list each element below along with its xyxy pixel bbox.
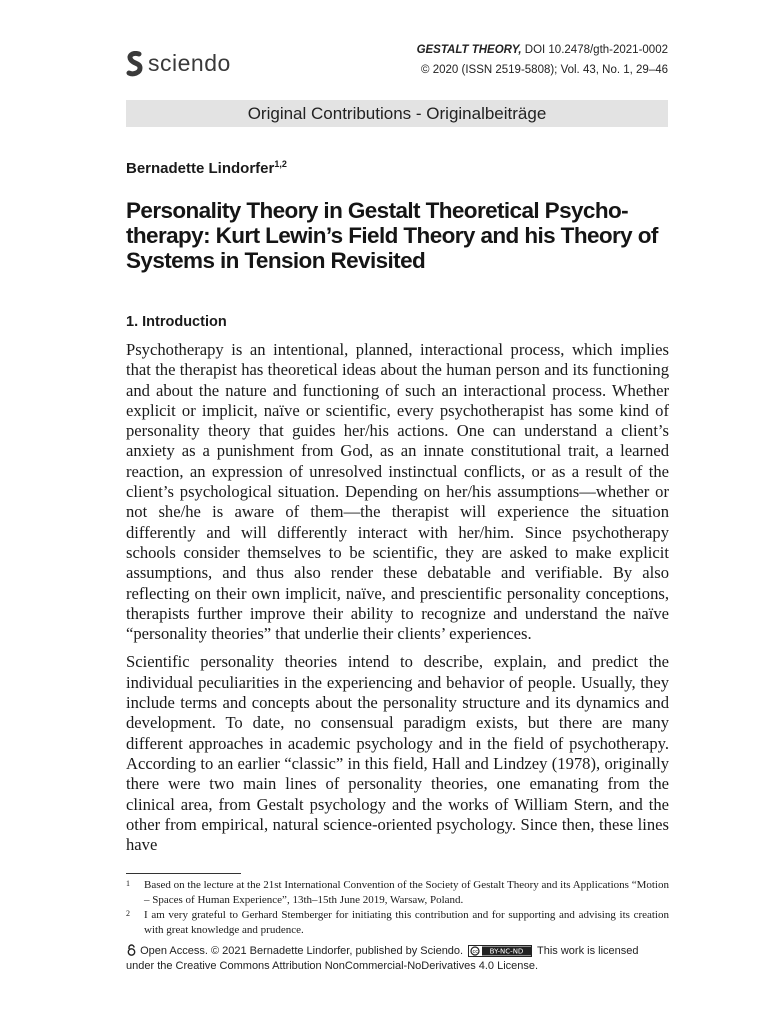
author-line <box>126 159 287 177</box>
license-notice <box>126 944 669 974</box>
footnote-divider <box>126 873 241 874</box>
journal-meta <box>417 40 668 80</box>
footnote-text: I am very grateful to Gerhard Stemberger for initiating this contribution and for supporting and advising its creation with great knowledge and prudence. <box>144 909 669 936</box>
paragraph-2: Scientific personality theories intend to describe, explain, and predict the individual peculiarities in the experiencing and behavior of people. Usually, they include terms and concepts about the personality structure and its dynamics and development. To date, no consensual paradigm exists, but there are many different approaches in academic psychology and in the field of psychotherapy. According to an earlier “classic” in this field, Hall and Lindzey (1978), originally there were two main lines of personality theories, one emanating from the clinical area, from Gestalt psychology and the works of William Stern, and the other from empirical, natural science-oriented psychology. Since then, these lines have <box>126 652 669 855</box>
paragraph-1: Psychotherapy is an intentional, planned, interactional process, which implies that the therapist has theoretical ideas about the human person and its functioning and about the nature and functioning of such an interactional process. Whether explicit or implicit, naïve or scientific, every psychotherapist has some kind of personality theory that guides her/his actions. One can understand a client’s anxiety as a punishment from God, as an innate constitutional trait, a learned reaction, an expression of unresolved instinctual conflicts, or as a result of the client’s psychological situation. Depending on her/his assumptions—whether or not she/he is aware of them—the therapist will experience the situation differently and will differently interact with her/him. Since psychotherapy schools consider themselves to be scientific, they are asked to make explicit assumptions, and thus also render these debatable and verifiable. By also reflecting on their own implicit, naïve, and prescientific personality conceptions, therapists further improve their ability to recognize and understand the naïve “personality theories” that underlie their clients’ experiences. <box>126 340 669 644</box>
license-text-2: This work is licensed under the Creative Commons Attribution NonCommercial-NoDerivatives 4.0 License. <box>126 945 639 972</box>
article-body <box>126 340 669 863</box>
journal-citation-line <box>417 40 668 60</box>
footnote-text: Based on the lecture at the 21st International Convention of the Society of Gestalt Theory and its Applications “Motion – Spaces of Human Experience”, 13th–15th June 2019, Warsaw, Poland. <box>144 879 669 906</box>
footnotes <box>126 878 669 938</box>
svg-text:cc: cc <box>472 949 479 955</box>
publisher-logo-text: sciendo <box>148 50 231 76</box>
footnote <box>126 878 669 907</box>
license-text-1: Open Access. © 2021 Bernadette Lindorfer, published by Sciendo. <box>140 945 464 957</box>
author-name: Bernadette Lindorfer <box>126 160 275 177</box>
footnote-number: 1 <box>126 879 130 888</box>
section-heading: 1. Introduction <box>126 314 227 330</box>
cc-license-badge-icon[interactable] <box>468 945 532 957</box>
article-title: Personality Theory in Gestalt Theoretical Psycho-therapy: Kurt Lewin’s Field Theory and his Theory of Systems in Tension Revisited <box>126 198 658 273</box>
footnote-number: 2 <box>126 909 130 918</box>
publisher-logo <box>126 50 231 77</box>
issue-info: © 2020 (ISSN 2519-5808); Vol. 43, No. 1, 29–46 <box>421 64 668 76</box>
sciendo-logo-icon <box>126 51 144 77</box>
author-affiliation: 1,2 <box>274 159 287 169</box>
footnote <box>126 908 669 937</box>
cc-badge-label: BY-NC-ND <box>489 947 524 956</box>
open-access-icon <box>126 944 137 956</box>
journal-name: GESTALT THEORY, <box>416 44 522 56</box>
section-label: Original Contributions - Originalbeiträge <box>126 100 668 127</box>
doi: DOI 10.2478/gth-2021-0002 <box>521 44 668 56</box>
